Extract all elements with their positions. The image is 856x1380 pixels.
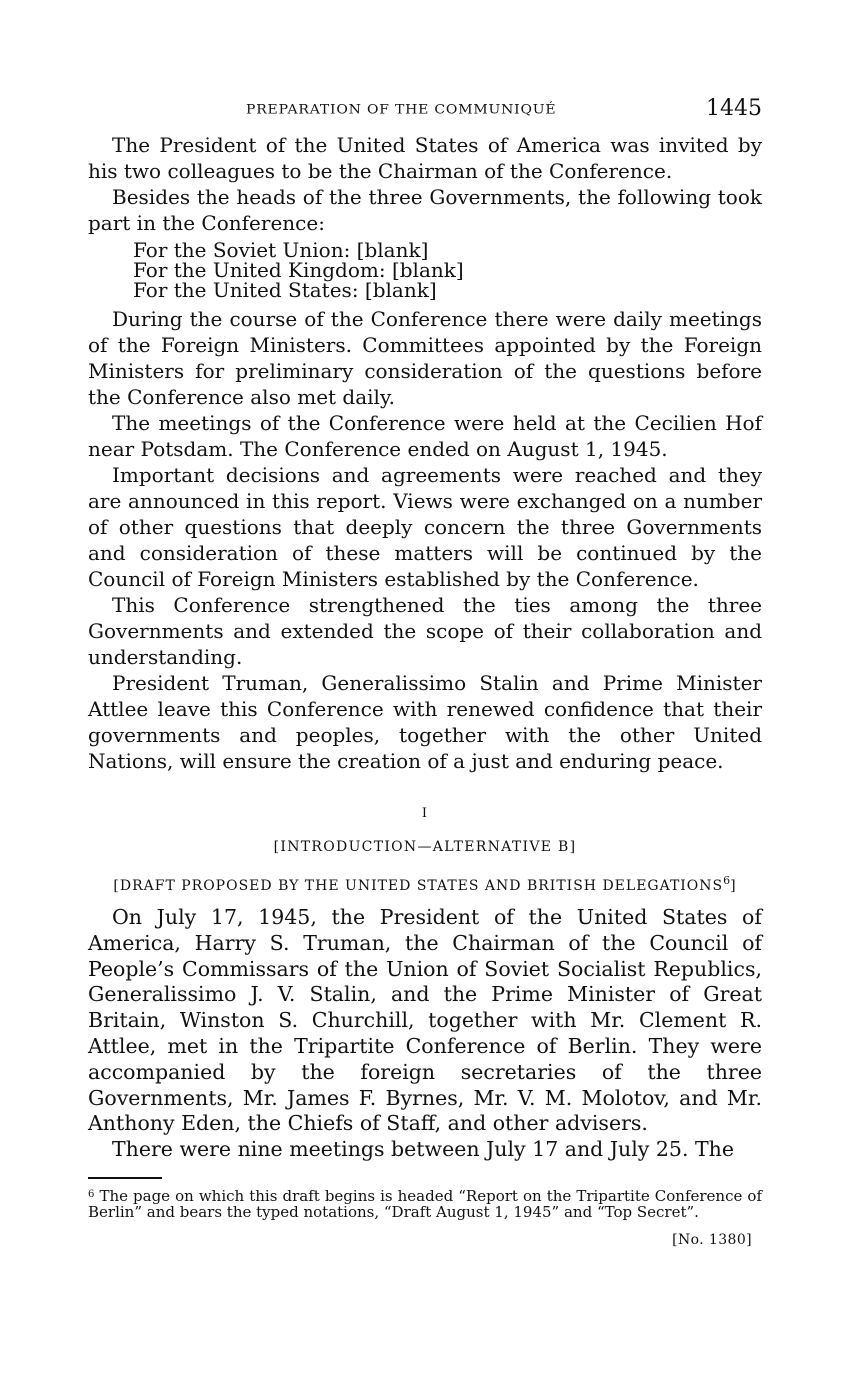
running-head bbox=[88, 92, 762, 132]
draft-heading bbox=[88, 870, 762, 897]
footnote bbox=[88, 1187, 762, 1220]
paragraph-closing: President Truman, Generalissimo Stalin and Prime Minister Attlee leave this Conference with renewed confidence that their governments and peoples, together with the other United Nations, will ensure the creation of a just and enduring peace. bbox=[88, 671, 762, 773]
page-number: 1445 bbox=[706, 96, 762, 121]
footnote-divider bbox=[88, 1177, 162, 1179]
section-number: I bbox=[421, 806, 429, 821]
footnote-reference: 6 bbox=[723, 874, 731, 887]
running-title: PREPARATION OF THE COMMUNIQUÉ bbox=[246, 102, 557, 118]
attendee-united-kingdom: For the United Kingdom: [blank] bbox=[133, 258, 464, 282]
paragraph-decisions: Important decisions and agreements were reached and they are announced in this report. Views were exchanged on a number of other questions that deeply concern the three Governments and consideration of these matters will be continued by the Council of Foreign Ministers established by the Conference. bbox=[88, 463, 762, 591]
section-heading: [INTRODUCTION—ALTERNATIVE B] bbox=[273, 839, 577, 855]
paragraph-july-17: On July 17, 1945, the President of the United States of America, Harry S. Truman, the Chairman of the Council of People’s Commissars of the Union of Soviet Socialist Republics, Generalissimo J. V. Stalin, and the Prime Minister of Great Britain, Winston S. Churchill, together with Mr. Clement R. Attlee, met in the Tripartite Conference of Berlin. They were accompanied by the foreign secretaries of the three Governments, Mr. James F. Byrnes, Mr. V. M. Molotov, and Mr. Anthony Eden, the Chiefs of Staff, and other advisers. bbox=[88, 905, 762, 1136]
draft-heading-text: [DRAFT PROPOSED BY THE UNITED STATES AND BRITISH DELEGATIONS bbox=[113, 878, 724, 894]
footnote-text: The page on which this draft begins is headed “Report on the Tripartite Conference of Berlin” and bears the typed notations, “Draft August 1, 1945” and “Top Secret”. bbox=[88, 1186, 762, 1221]
paragraph-participants: Besides the heads of the three Governments, the following took part in the Conference: bbox=[88, 185, 762, 235]
document-page bbox=[88, 92, 762, 1248]
footnote-marker: 6 bbox=[88, 1188, 95, 1200]
attendee-united-states: For the United States: [blank] bbox=[133, 278, 437, 302]
draft-heading-close: ] bbox=[730, 878, 737, 894]
paragraph-cecilien-hof: The meetings of the Conference were held at the Cecilien Hof near Potsdam. The Conference ended on August 1, 1945. bbox=[88, 411, 762, 461]
document-number: [No. 1380] bbox=[672, 1231, 752, 1248]
attendee-soviet-union: For the Soviet Union: [blank] bbox=[133, 238, 429, 262]
paragraph-foreign-ministers: During the course of the Conference there were daily meetings of the Foreign Ministers. Committees appointed by the Foreign Ministers for preliminary consideration of the questions before the Conference also met daily. bbox=[88, 307, 762, 409]
paragraph-chairman: The President of the United States of America was invited by his two colleagues to be the Chairman of the Conference. bbox=[88, 133, 762, 183]
attendee-list bbox=[133, 240, 762, 300]
paragraph-nine-meetings: There were nine meetings between July 17 and July 25. The bbox=[112, 1137, 735, 1162]
paragraph-ties: This Conference strengthened the ties among the three Governments and extended the scope of their collaboration and understanding. bbox=[88, 593, 762, 669]
body-section bbox=[88, 905, 762, 1163]
